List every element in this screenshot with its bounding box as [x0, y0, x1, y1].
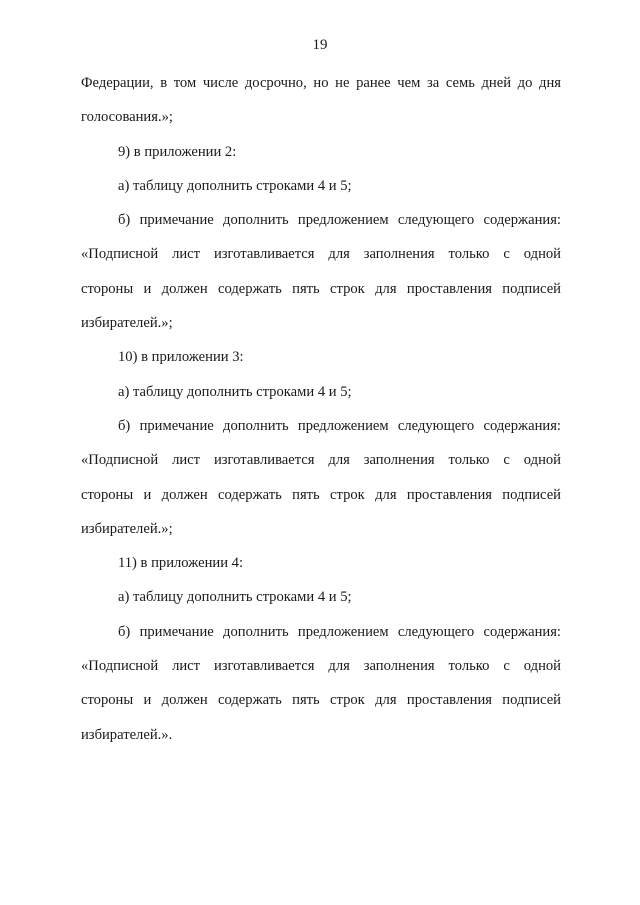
document-body [81, 66, 561, 752]
list-subitem: а) таблицу дополнить строками 4 и 5; [118, 177, 352, 194]
quoted-text-line: избирателей.»; [81, 520, 173, 537]
text-line: Федерации, в том числе досрочно, но не ранее чем за семь дней до дня [81, 75, 561, 91]
page-number: 19 [312, 37, 328, 53]
list-subitem: б) примечание дополнить предложением следующего содержания: [118, 623, 561, 640]
text-line: голосования.»; [81, 109, 173, 126]
quoted-text-line: «Подписной лист изготавливается для заполнения только с одной [81, 246, 561, 263]
list-subitem: б) примечание дополнить предложением следующего содержания: [118, 417, 561, 434]
quoted-text-line: избирателей.». [81, 726, 173, 743]
list-subitem: б) примечание дополнить предложением следующего содержания: [118, 212, 561, 229]
quoted-text-line: стороны и должен содержать пять строк для проставления подписей [81, 486, 561, 503]
quoted-text-line: «Подписной лист изготавливается для заполнения только с одной [81, 658, 561, 675]
quoted-text-line: избирателей.»; [81, 315, 173, 332]
quoted-text-line: «Подписной лист изготавливается для заполнения только с одной [81, 452, 561, 469]
quoted-text-line: стороны и должен содержать пять строк для проставления подписей [81, 692, 561, 709]
list-item-heading: 9) в приложении 2: [118, 143, 237, 160]
list-subitem: а) таблицу дополнить строками 4 и 5; [118, 383, 352, 400]
list-item-heading: 10) в приложении 3: [118, 349, 244, 366]
list-item-heading: 11) в приложении 4: [118, 555, 244, 572]
list-subitem: а) таблицу дополнить строками 4 и 5; [118, 589, 352, 606]
quoted-text-line: стороны и должен содержать пять строк для проставления подписей [81, 280, 561, 297]
